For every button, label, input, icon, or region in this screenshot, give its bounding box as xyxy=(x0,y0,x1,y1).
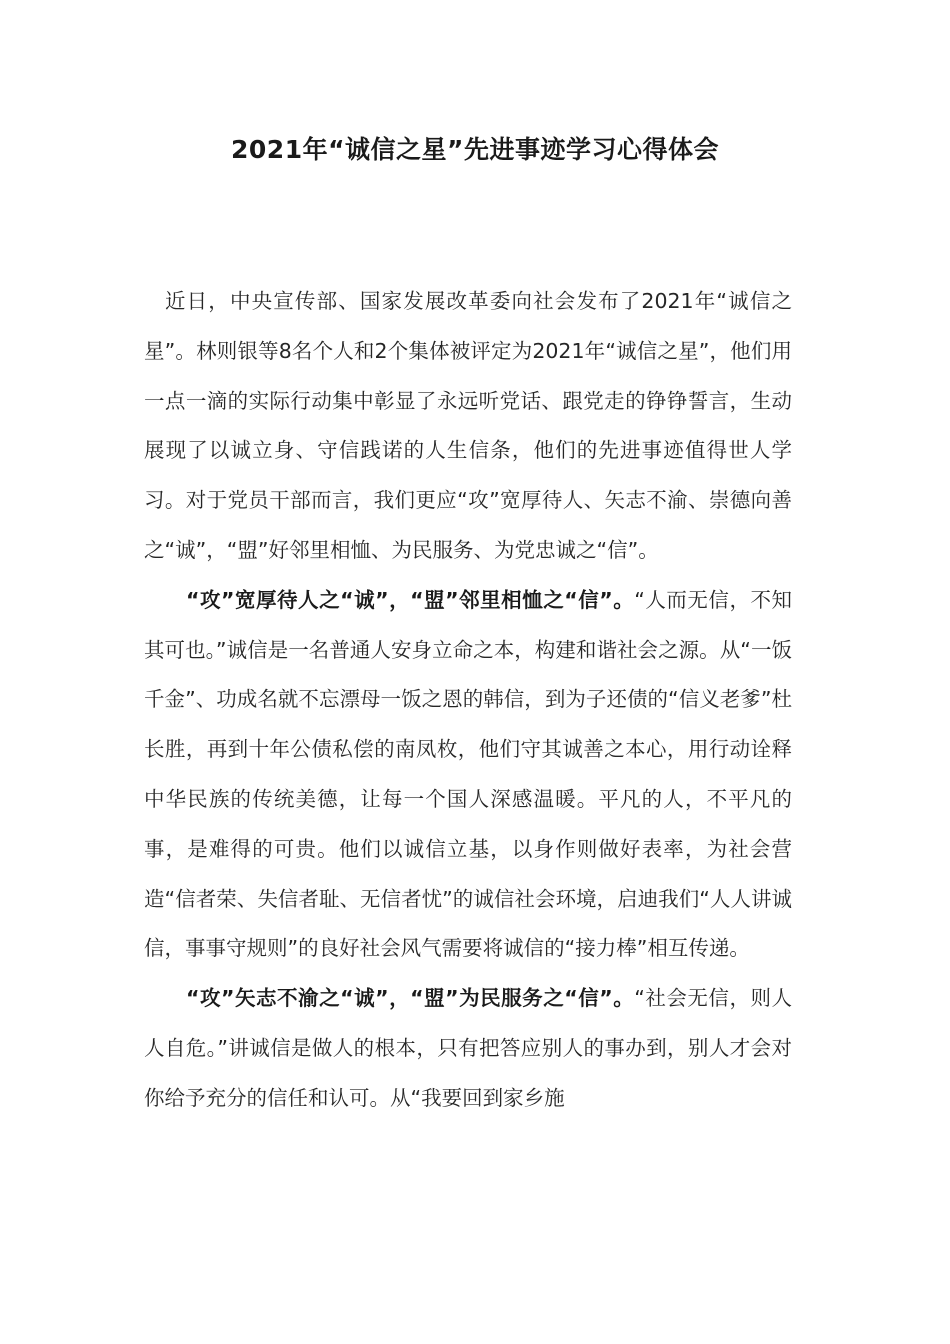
paragraph-3 xyxy=(144,974,792,1123)
document-body xyxy=(144,277,792,1124)
paragraph-1 xyxy=(144,277,792,576)
paragraph-3-text: “社会无信，则人人自危。”讲诚信是做人的根本，只有把答应别人的事办到，别人才会对你给予充分的信任和认可。从“我要回到家乡施 xyxy=(144,986,792,1110)
document-title: 2021年“诚信之星”先进事迹学习心得体会 xyxy=(231,135,719,164)
paragraph-2 xyxy=(144,576,792,974)
paragraph-1-text: 近日，中央宣传部、国家发展改革委向社会发布了2021年“诚信之星”。林则银等8名个人和2个集体被评定为2021年“诚信之星”，他们用一点一滴的实际行动集中彰显了永远听党话、跟党走的铮铮誓言，生动展现了以诚立身、守信践诺的人生信条，他们的先进事迹值得世人学习。对于党员干部而言，我们更应“攻”宽厚待人、矢志不渝、崇德向善之“诚”，“盟”好邻里相恤、为民服务、为党忠诚之“信”。 xyxy=(144,289,792,562)
paragraph-2-text: “人而无信，不知其可也。”诚信是一名普通人安身立命之本，构建和谐社会之源。从“一饭千金”、功成名就不忘漂母一饭之恩的韩信，到为子还债的“信义老爹”杜长胜，再到十年公债私偿的南凤枚，他们守其诚善之本心，用行动诠释中华民族的传统美德，让每一个国人深感温暖。平凡的人，不平凡的事，是难得的可贵。他们以诚信立基，以身作则做好表率，为社会营造“信者荣、失信者耻、无信者忧”的诚信社会环境，启迪我们“人人讲诚信，事事守规则”的良好社会风气需要将诚信的“接力棒”相互传递。 xyxy=(144,587,792,961)
paragraph-3-lead: “攻”矢志不渝之“诚”，“盟”为民服务之“信”。 xyxy=(186,986,635,1011)
paragraph-2-lead: “攻”宽厚待人之“诚”，“盟”邻里相恤之“信”。 xyxy=(186,587,635,612)
